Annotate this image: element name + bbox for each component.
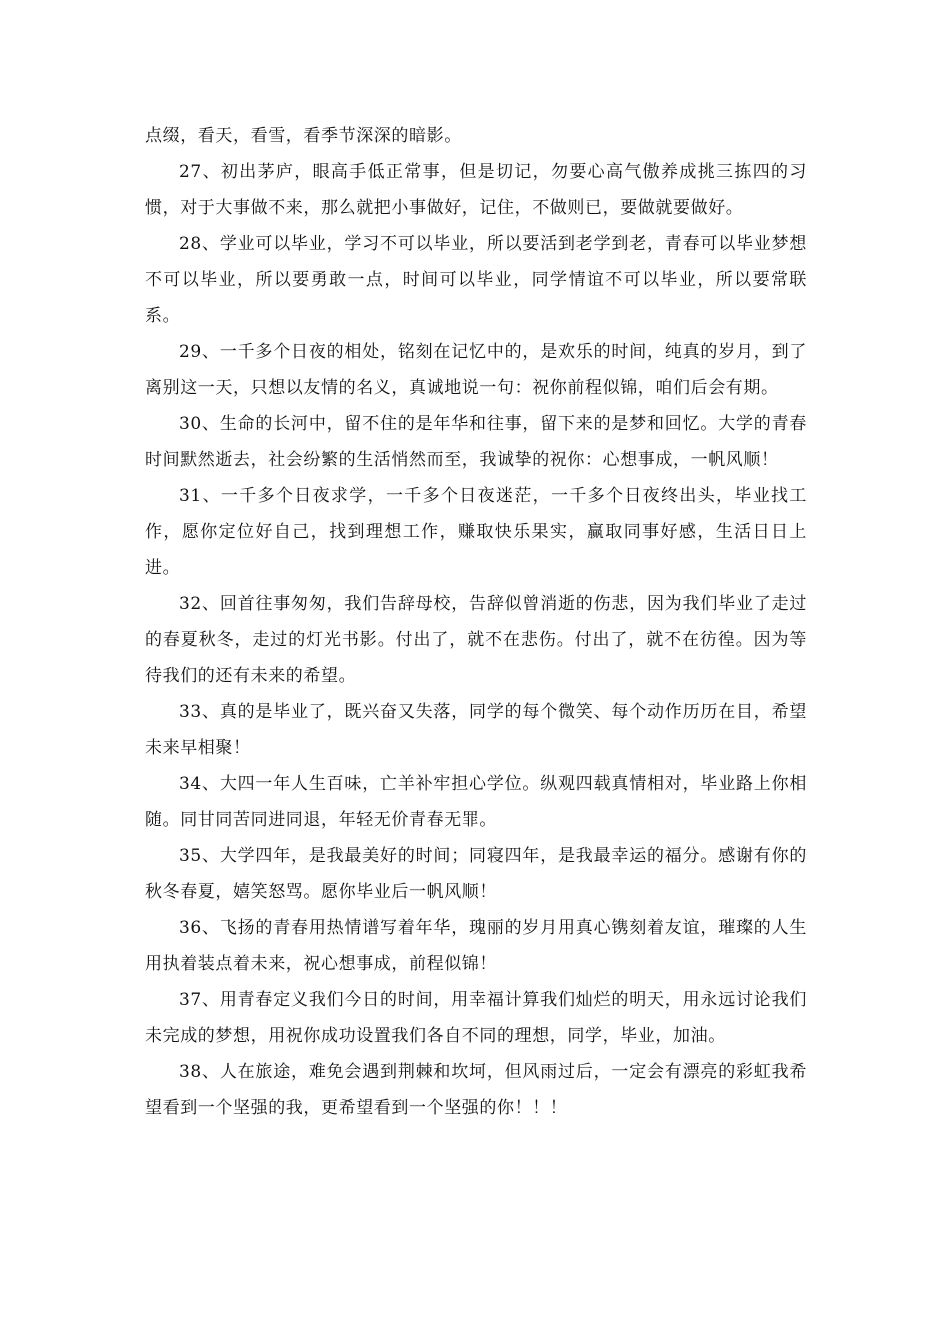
paragraph-30: 30、生命的长河中，留不住的是年华和往事，留下来的是梦和回忆。大学的青春时间默然逝去，社会纷繁的生活悄然而至，我诚挚的祝你：心想事成，一帆风顺！ xyxy=(145,414,807,470)
paragraph-32: 32、回首往事匆匆，我们告辞母校，告辞似曾消逝的伤悲，因为我们毕业了走过的春夏秋冬，走过的灯光书影。付出了，就不在悲伤。付出了，就不在彷徨。因为等待我们的还有未来的希望。 xyxy=(145,594,807,686)
paragraph-27: 27、初出茅庐，眼高手低正常事，但是切记，勿要心高气傲养成挑三拣四的习惯，对于大事做不来，那么就把小事做好，记住，不做则已，要做就要做好。 xyxy=(145,162,807,218)
document-body xyxy=(145,118,807,1126)
paragraph-38: 38、人在旅途，难免会遇到荆棘和坎坷，但风雨过后，一定会有漂亮的彩虹我希望看到一个坚强的我，更希望看到一个坚强的你！！！ xyxy=(145,1062,807,1118)
paragraph-28: 28、学业可以毕业，学习不可以毕业，所以要活到老学到老，青春可以毕业梦想不可以毕业，所以要勇敢一点，时间可以毕业，同学情谊不可以毕业，所以要常联系。 xyxy=(145,234,807,326)
paragraph-37: 37、用青春定义我们今日的时间，用幸福计算我们灿烂的明天，用永远讨论我们未完成的梦想，用祝你成功设置我们各自不同的理想，同学，毕业，加油。 xyxy=(145,990,807,1046)
paragraph-33: 33、真的是毕业了，既兴奋又失落，同学的每个微笑、每个动作历历在目，希望未来早相聚！ xyxy=(145,702,807,758)
paragraph-26-continuation: 点缀，看天，看雪，看季节深深的暗影。 xyxy=(145,126,462,146)
paragraph-36: 36、飞扬的青春用热情谱写着年华，瑰丽的岁月用真心镌刻着友谊，璀璨的人生用执着装点着未来，祝心想事成，前程似锦！ xyxy=(145,918,807,974)
paragraph-35: 35、大学四年，是我最美好的时间；同寝四年，是我最幸运的福分。感谢有你的秋冬春夏，嬉笑怒骂。愿你毕业后一帆风顺！ xyxy=(145,846,807,902)
paragraph-34: 34、大四一年人生百味，亡羊补牢担心学位。纵观四载真情相对，毕业路上你相随。同甘同苦同进同退，年轻无价青春无罪。 xyxy=(145,774,807,830)
paragraph-29: 29、一千多个日夜的相处，铭刻在记忆中的，是欢乐的时间，纯真的岁月，到了离别这一天，只想以友情的名义，真诚地说一句：祝你前程似锦，咱们后会有期。 xyxy=(145,342,807,398)
paragraph-31: 31、一千多个日夜求学，一千多个日夜迷茫，一千多个日夜终出头，毕业找工作，愿你定位好自己，找到理想工作，赚取快乐果实，赢取同事好感，生活日日上进。 xyxy=(145,486,807,578)
